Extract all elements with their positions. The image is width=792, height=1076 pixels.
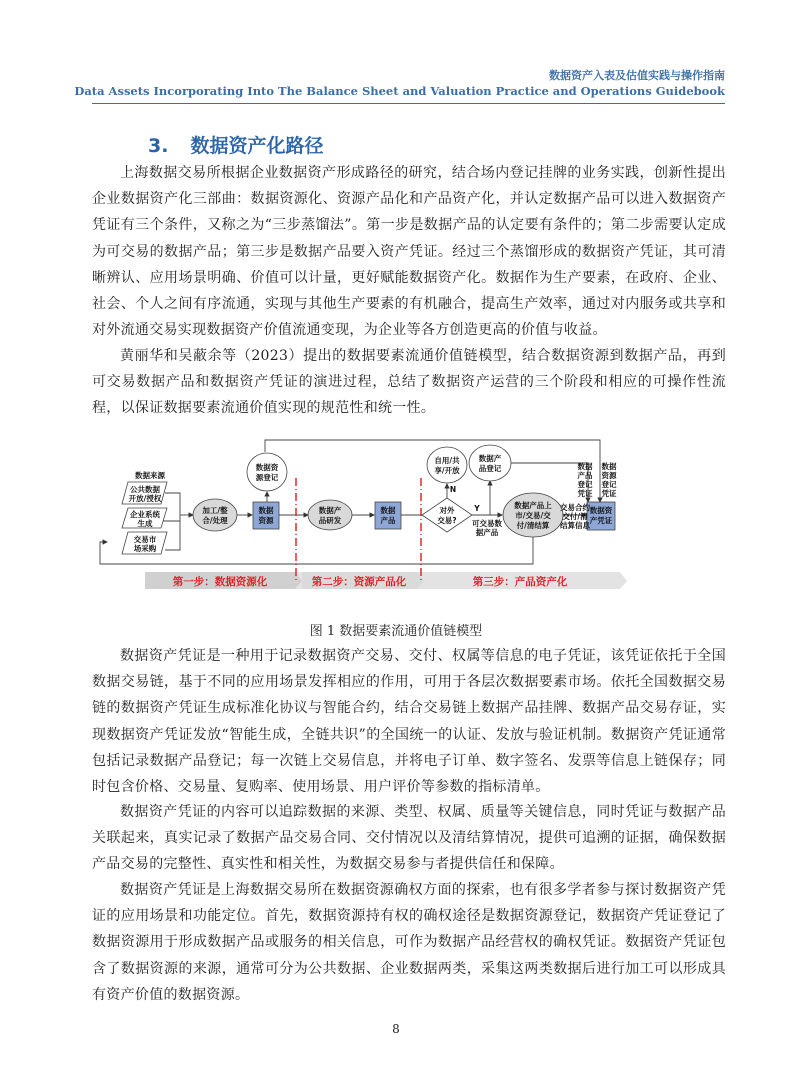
section-number: 3. bbox=[148, 135, 169, 157]
rnd-node: 数据产 bbox=[318, 506, 342, 515]
prod-reg-cert-l2: 产品 bbox=[577, 471, 593, 480]
paragraph-4: 数据资产凭证的内容可以追踪数据的来源、类型、权属、质量等关键信息，同时凭证与数据产品关联起来，真实记录了数据产品交易合同、交付情况以及清结算情况，提供可追溯的证据，确保数据产品交易的完整性、真实性和相关性，为数据交易参与者提供信任和保障。 bbox=[92, 804, 726, 873]
product-reg-node-sub: 品登记 bbox=[478, 464, 502, 473]
prod-reg-cert-l4: 凭证 bbox=[577, 489, 593, 498]
sources-label: 数据来源 bbox=[135, 471, 165, 480]
prod-reg-cert: 数据 bbox=[577, 462, 593, 471]
res-reg-cert-l2: 资源 bbox=[601, 471, 617, 480]
certificate-node-sub: 产凭证 bbox=[589, 516, 613, 525]
value-chain-diagram bbox=[95, 436, 640, 592]
res-reg-cert-l4: 凭证 bbox=[601, 489, 617, 498]
rnd-node-sub: 品研发 bbox=[318, 516, 342, 525]
header-divider bbox=[92, 103, 725, 104]
product-node: 数据 bbox=[380, 506, 396, 515]
market-node-l3: 付/清结算 bbox=[516, 521, 550, 530]
res-reg-cert-l3: 登记 bbox=[601, 480, 617, 489]
step-1-label: 第一步：数据资源化 bbox=[172, 576, 268, 588]
paragraph-2: 黄丽华和吴蔽余等（2023）提出的数据要素流通价值链模型，结合数据资源到数据产品，再到可交易数据产品和数据资产凭证的演进过程，总结了数据资产运营的三个阶段和相应的可操作性流程，以保证数据要素流通价值实现的规范性和统一性。 bbox=[92, 348, 726, 417]
figure-caption: 图 1 数据要素流通价值链模型 bbox=[309, 624, 483, 639]
self-use-node: 自用/共 bbox=[434, 456, 460, 465]
certificate-node: 数据资 bbox=[589, 506, 613, 515]
step-2-label: 第二步：资源产品化 bbox=[311, 576, 407, 588]
process-node: 加工/整 bbox=[202, 506, 228, 515]
step-3-label: 第三步：产品资产化 bbox=[472, 576, 568, 588]
process-node-sub: 合/处理 bbox=[202, 516, 228, 525]
resource-node: 数据 bbox=[258, 506, 274, 515]
section-heading bbox=[148, 131, 323, 158]
decision-node-sub: 交易? bbox=[437, 516, 457, 525]
source-enterprise: 企业系统 bbox=[130, 510, 160, 519]
market-node-l2: 市/交易/交 bbox=[515, 511, 551, 520]
paragraph-5: 数据资产凭证是上海数据交易所在数据资源确权方面的探索，也有很多学者参与探讨数据资产凭证的应用场景和功能定位。首先，数据资源持有权的确权途径是数据资源登记，数据资产凭证登记了数据资源用于形成数据产品或服务的相关信息，可作为数据产品经营权的确权凭证。数据资产凭证包含了数据资源的来源，通常可分为公共数据、企业数据两类，采集这两类数据后进行加工可以形成具有资产价值的数据资源。 bbox=[92, 882, 726, 1003]
source-public: 公共数据 bbox=[130, 485, 160, 494]
product-reg-node: 数据产 bbox=[478, 454, 502, 463]
resource-node-sub: 资源 bbox=[258, 516, 274, 525]
source-public-sub: 开放/授权 bbox=[128, 494, 162, 503]
contract-label-l3: 结算信息 bbox=[560, 521, 590, 530]
market-node: 数据产品上 bbox=[514, 501, 552, 510]
contract-label: 交易合约 bbox=[560, 503, 590, 512]
self-use-node-sub: 享/开放 bbox=[434, 466, 460, 475]
header-title-cn: 数据资产入表及估值实践与操作指南 bbox=[549, 69, 725, 82]
resource-reg-node-sub: 源登记 bbox=[255, 473, 279, 482]
source-market: 交易市 bbox=[133, 535, 157, 544]
paragraph-1: 上海数据交易所根据企业数据资产形成路径的研究，结合场内登记挂牌的业务实践，创新性提出企业数据资产化三部曲：数据资源化、资源产品化和产品资产化，并认定数据产品可以进入数据资产凭证有三个条件，又称之为“三步蒸馏法”。第一步是数据产品的认定要有条件的；第二步需要认定成为可交易的数据产品；第三步是数据产品要入资产凭证。经过三个蒸馏形成的数据资产凭证，其可清晰辨认、应用场景明确、价值可以计量，更好赋能数据资产化。数据作为生产要素，在政府、企业、社会、个人之间有序流通，实现与其他生产要素的有机融合，提高生产效率，通过对内服务或共享和对外流通交易实现数据资产价值流通变现，为企业等各方创造更高的价值与收益。 bbox=[92, 165, 726, 339]
res-reg-cert: 数据 bbox=[601, 462, 617, 471]
source-market-sub: 场采购 bbox=[133, 544, 157, 553]
prod-reg-cert-l3: 登记 bbox=[577, 480, 593, 489]
tradable-label: 可交易数 bbox=[472, 519, 502, 528]
source-enterprise-sub: 生成 bbox=[137, 519, 153, 528]
decision-node: 对外 bbox=[439, 506, 455, 515]
product-node-sub: 产品 bbox=[380, 516, 396, 525]
header-title-en: Data Assets Incorporating Into The Balance Sheet and Valuation Practice and Operations Guidebook bbox=[74, 84, 725, 98]
section-title: 数据资产化路径 bbox=[190, 135, 324, 157]
tradable-label-sub: 据产品 bbox=[475, 528, 499, 537]
no-label: N bbox=[449, 485, 457, 494]
contract-label-l2: 交付/清 bbox=[562, 512, 588, 521]
yes-label: Y bbox=[474, 504, 480, 513]
resource-reg-node: 数据资 bbox=[255, 463, 279, 472]
page-number: 8 bbox=[392, 1022, 400, 1036]
paragraph-3: 数据资产凭证是一种用于记录数据资产交易、交付、权属等信息的电子凭证，该凭证依托于全国数据交易链，基于不同的应用场景发挥相应的作用，可用于各层次数据要素市场。依托全国数据交易链的数据资产凭证生成标准化协议与智能合约，结合交易链上数据产品挂牌、数据产品交易存证，实现数据资产凭证发放“智能生成，全链共识”的全国统一的认证、发放与验证机制。数据资产凭证通常包括记录数据产品登记；每一次链上交易信息，并将电子订单、数字签名、发票等信息上链保存；同时包含价格、交易量、复购率、使用场景、用户评价等参数的指标清单。 bbox=[92, 648, 726, 796]
